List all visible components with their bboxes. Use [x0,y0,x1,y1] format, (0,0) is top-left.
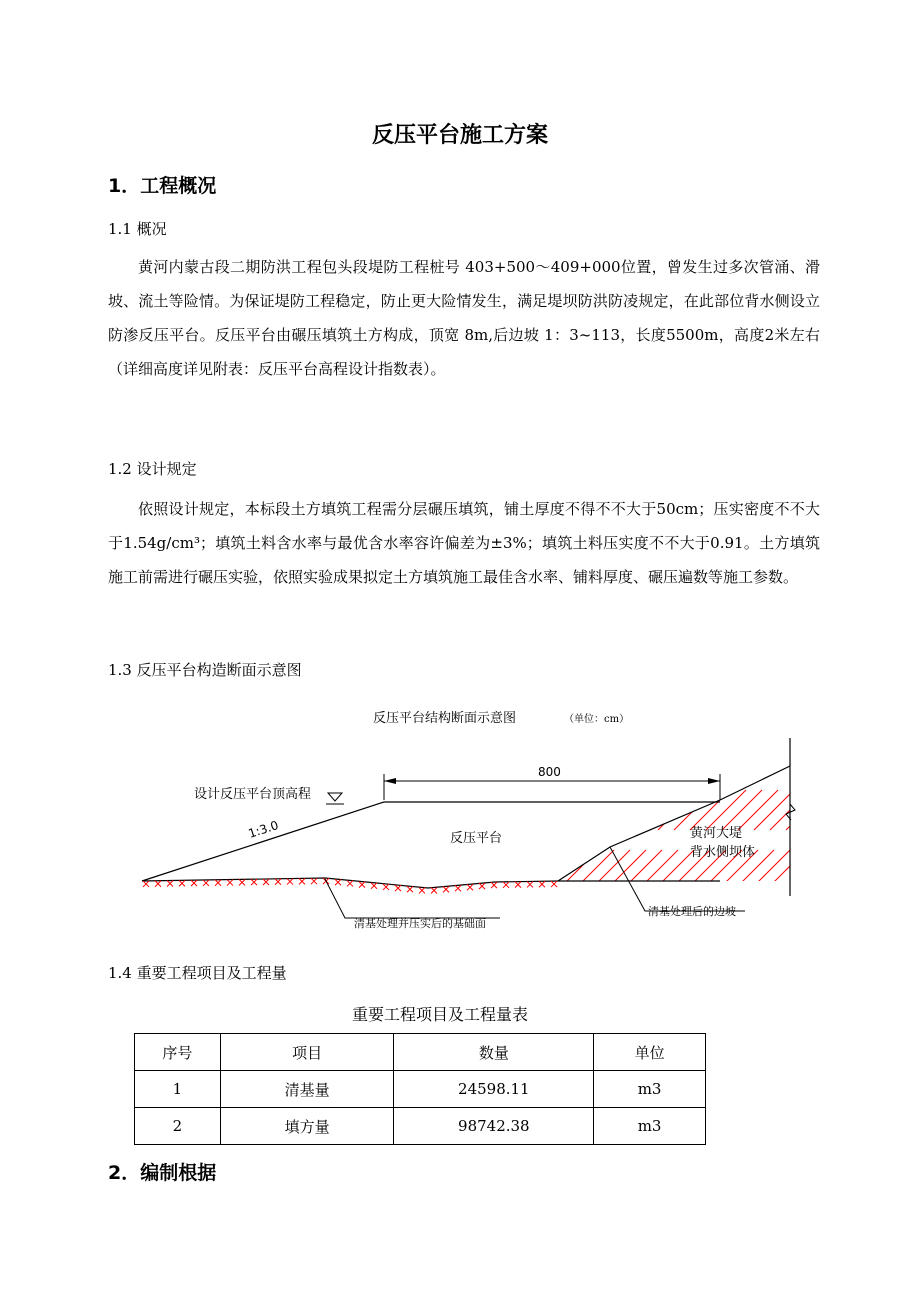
cross-section-diagram [130,700,820,940]
dimension-arrow-left [384,778,396,784]
hatch-stroke [738,790,778,830]
header-cell: 序号 [135,1034,221,1071]
table-header-row [135,1034,706,1071]
hatch-stroke [706,790,746,830]
hatch-stroke [642,790,682,830]
hatch-stroke [562,790,602,830]
slope-ratio-label: 1:3.0 [246,818,281,841]
dam-slope-line [558,766,790,881]
platform-label: 反压平台 [450,831,503,846]
diagram-title: 反压平台结构断面示意图 [373,711,517,726]
hatch-stroke [818,790,820,830]
base-treatment-label: 清基处理并压实后的基础面 [354,917,486,930]
table-row [135,1108,706,1145]
table-caption: 重要工程项目及工程量表 [351,1005,528,1024]
table-cell: m3 [594,1071,706,1108]
platform-outline [142,802,720,881]
header-cell: 项目 [220,1034,394,1071]
hatch-stroke [754,790,794,830]
diagram-unit: （单位：cm） [564,714,630,725]
document-title: 反压平台施工方案 [371,123,548,148]
table-row [135,1071,706,1108]
table-cell: 填方量 [220,1108,394,1145]
section-2-heading: 2．编制根据 [108,1162,217,1184]
width-label: 800 [538,765,561,779]
hatch-stroke [750,850,790,890]
dimension-arrow-right [708,778,720,784]
quantity-table [134,1033,706,1145]
hatch-stroke [654,850,694,890]
overview-text: 黄河内蒙古段二期防洪工程包头段堤防工程桩号 403+500～409+000位置，曾发生过多次管涌、滑坡、流土等险情。为保证堤防工程稳定，防止更大险情发生，满足堤坝防洪防凌规定，在此部位背水侧设立防渗反压平台。反压平台由碾压填筑土方构成，顶宽 8m,后边坡 1：3~113，长度5500m，高度2米左右（详细高度详见附表：反压平台高程设计指数表）。 [108,258,820,378]
hatch-stroke [786,790,820,830]
section-1-heading: 1．工程概况 [108,175,217,197]
hatch-stroke [802,790,820,830]
hatch-stroke [622,850,662,890]
base-ground-line [142,878,720,888]
hatch-stroke [766,850,806,890]
hatch-stroke [606,850,646,890]
hatch-stroke [798,850,820,890]
hatch-stroke [610,790,650,830]
dam-hatch [510,790,820,890]
subsection-1-1-paragraph [108,250,820,386]
hatch-stroke [526,850,566,890]
hatch-stroke [626,790,666,830]
table-cell: 1 [135,1071,221,1108]
top-elevation-label: 设计反压平台顶高程 [194,787,312,802]
dam-label-line2: 背水侧坝体 [690,845,756,860]
hatch-stroke [594,790,634,830]
hatch-stroke [574,850,614,890]
subsection-1-2-paragraph [108,492,820,594]
slope-treatment-label: 清基处理后的边坡 [648,905,736,918]
hatch-stroke [782,850,820,890]
subsection-1-1-heading: 1.1 概况 [108,220,167,238]
design-spec-text: 依照设计规定，本标段土方填筑工程需分层碾压填筑，铺土厚度不得不不大于50cm；压实密度不不大于1.54g/cm³；填筑土料含水率与最优含水率容许偏差为±3%；填筑土料压实度不不大于0.91。土方填筑施工前需进行碾压实验，依照实验成果拟定土方填筑施工最佳含水率、铺料厚度、碾压遍数等施工参数。 [108,500,820,586]
hatch-stroke [546,790,586,830]
subsection-1-4-heading: 1.4 重要工程项目及工程量 [108,964,287,982]
subsection-1-3-heading: 1.3 反压平台构造断面示意图 [108,661,302,679]
header-cell: 数量 [394,1034,594,1071]
hatch-stroke [558,850,598,890]
dam-label-line1: 黄河大堤 [690,826,743,841]
table-cell: m3 [594,1108,706,1145]
table-cell: 清基量 [220,1071,394,1108]
hatch-stroke [674,790,714,830]
table-cell: 24598.11 [394,1071,594,1108]
hatch-stroke [530,790,570,830]
elevation-triangle-icon [328,793,342,801]
table-cell: 98742.38 [394,1108,594,1145]
table-cell: 2 [135,1108,221,1145]
header-cell: 单位 [594,1034,706,1071]
subsection-1-2-heading: 1.2 设计规定 [108,460,197,478]
hatch-stroke [578,790,618,830]
hatch-stroke [542,850,582,890]
hatch-stroke [814,850,820,890]
hatch-stroke [638,850,678,890]
